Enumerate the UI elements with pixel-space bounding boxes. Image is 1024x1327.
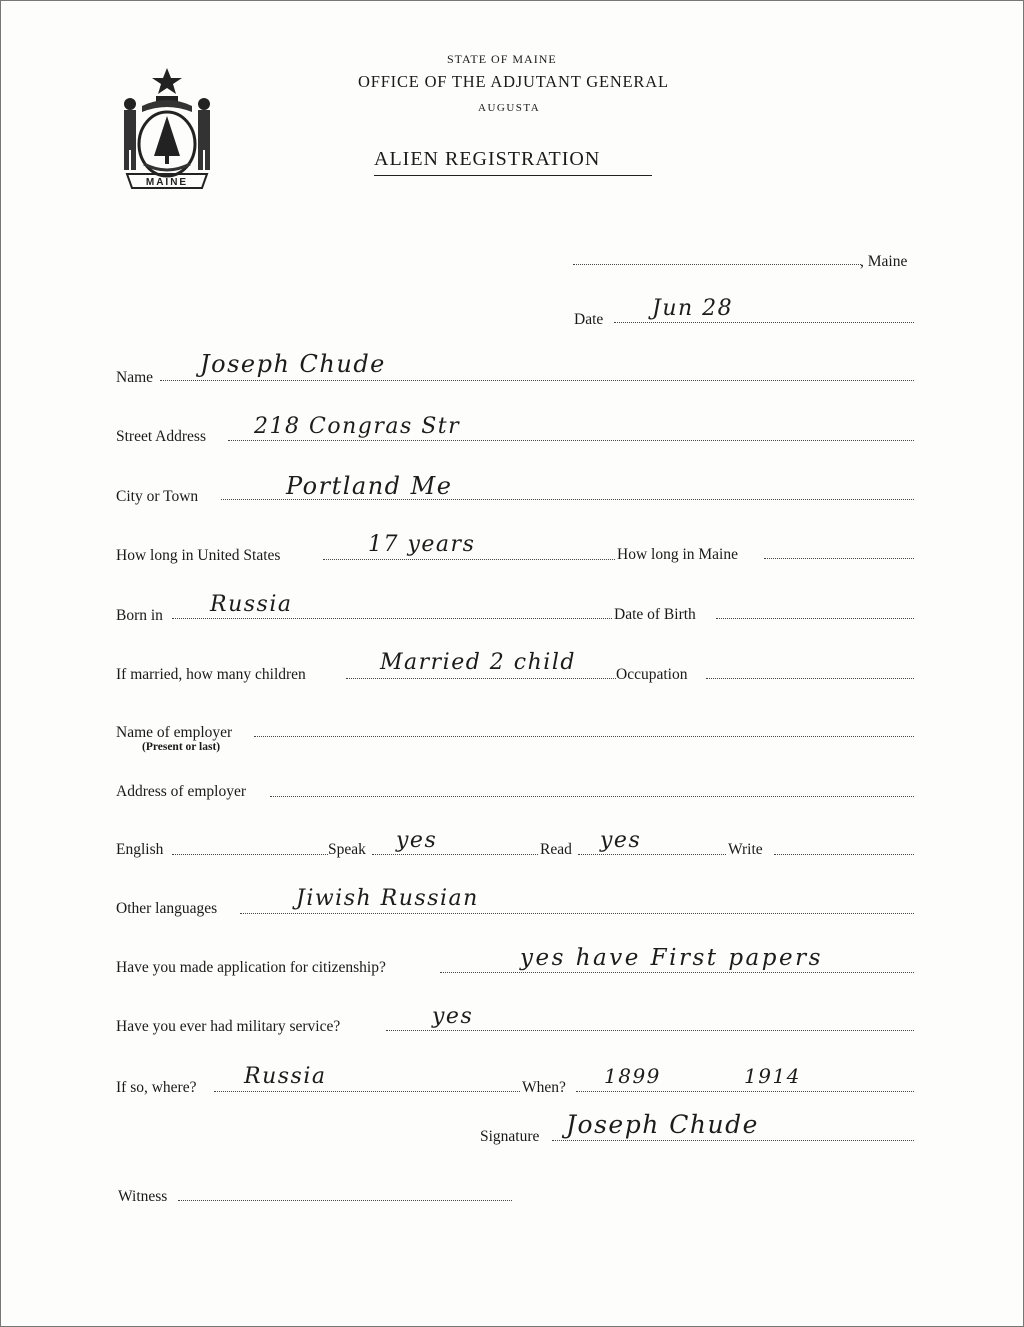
signature-value: Joseph Chude [566,1110,759,1139]
where-value: Russia [244,1064,327,1089]
read-line[interactable] [578,854,726,855]
other-lang-label: Other languages [116,900,218,917]
when-line[interactable] [576,1091,914,1092]
maine-seal-icon [112,64,222,194]
city-heading: AUGUSTA [478,102,541,114]
where-line[interactable] [214,1091,520,1092]
how-long-us-line[interactable] [323,559,615,560]
occupation-line[interactable] [706,678,914,679]
read-label: Read [540,841,572,858]
born-line[interactable] [172,618,612,619]
street-value: 218 Congras Str [254,414,461,439]
date-value: Jun 28 [652,296,734,321]
when-value-end: 1914 [744,1064,801,1088]
married-value: Married 2 child [380,650,576,675]
employer-line[interactable] [254,736,914,737]
where-label: If so, where? [116,1079,197,1096]
witness-label: Witness [118,1188,168,1205]
military-line[interactable] [386,1030,914,1031]
signature-label: Signature [480,1128,540,1145]
citizenship-value: yes have First papers [520,945,823,971]
state-heading: STATE OF MAINE [447,52,557,66]
signature-line[interactable] [552,1140,914,1141]
speak-value: yes [396,828,438,853]
name-value: Joseph Chude [200,350,386,378]
town-line[interactable] [573,264,861,265]
employer-address-label: Address of employer [116,783,246,800]
when-value-start: 1899 [604,1064,661,1088]
born-value: Russia [210,592,293,617]
other-lang-line[interactable] [240,913,914,914]
write-line[interactable] [774,854,914,855]
how-long-us-value: 17 years [368,532,476,557]
name-line[interactable] [160,380,914,381]
write-label: Write [728,841,763,858]
occupation-label: Occupation [616,666,688,683]
office-heading: OFFICE OF THE ADJUTANT GENERAL [358,72,669,91]
title-underline [374,175,652,176]
city-value: Portland Me [286,472,453,500]
date-label: Date [574,311,604,328]
married-label: If married, how many children [116,666,306,683]
military-label: Have you ever had military service? [116,1018,341,1035]
speak-label: Speak [328,841,366,858]
date-line[interactable] [614,322,914,323]
witness-line[interactable] [178,1200,512,1201]
form-title: ALIEN REGISTRATION [374,148,601,170]
born-label: Born in [116,607,163,624]
dob-line[interactable] [716,618,914,619]
employer-sub-label: (Present or last) [142,741,221,753]
english-line[interactable] [172,854,328,855]
dob-label: Date of Birth [614,606,696,623]
when-label: When? [522,1079,566,1096]
english-label: English [116,841,164,858]
how-long-us-label: How long in United States [116,547,281,564]
street-line[interactable] [228,440,914,441]
how-long-maine-label: How long in Maine [617,546,738,563]
military-value: yes [432,1004,474,1029]
speak-line[interactable] [372,854,538,855]
name-label: Name [116,369,154,386]
how-long-maine-line[interactable] [764,558,914,559]
married-line[interactable] [346,678,616,679]
city-label: City or Town [116,488,199,505]
street-label: Street Address [116,428,206,445]
read-value: yes [600,828,642,853]
employer-label: Name of employer [116,724,233,741]
maine-suffix: , Maine [860,253,908,270]
citizenship-label: Have you made application for citizenship? [116,959,386,976]
other-lang-value: Jiwish Russian [296,886,479,911]
svg-text:MAINE: MAINE [145,177,189,188]
citizenship-line[interactable] [440,972,914,973]
employer-address-line[interactable] [270,796,914,797]
